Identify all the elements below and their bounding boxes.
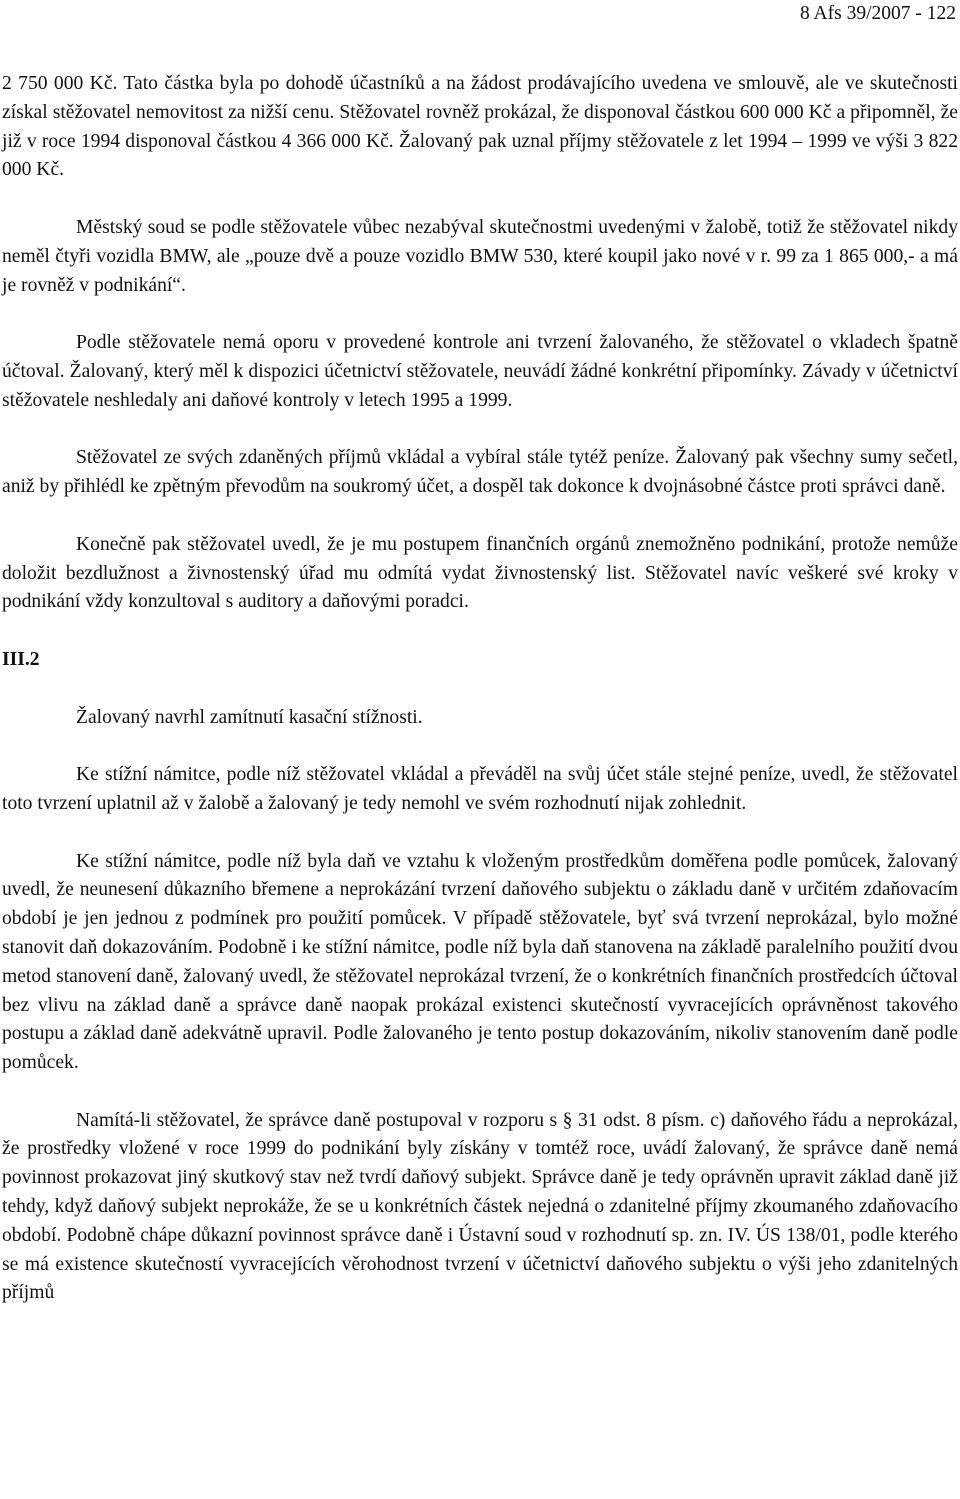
paragraph-burden-of-proof: Namítá-li stěžovatel, že správce daně postupoval v rozporu s § 31 odst. 8 písm. c) daňového řádu a neprokázal, že prostředky vložené v roce 1999 do podnikání byly získány v tomtéž roce, uvádí žalovaný, že správce daně nemá povinnost prokazovat jiný skutkový stav než tvrdí daňový subjekt. Správce daně je tedy oprávněn upravit základ daně již tehdy, když daňový subjekt neprokáže, že se u konkrétních částek nejedná o zdanitelné příjmy zkoumaného zdaňovacího období. Podobně chápe důkazní povinnost správce daně i Ústavní soud v rozhodnutí sp. zn. IV. ÚS 138/01, podle kterého se má existence skutečností vyvracejících věrohodnost tvrzení v účetnictví daňového subjektu o výši jeho zdanitelných příjmů — [2, 1109, 958, 1304]
document-body — [2, 70, 958, 1308]
case-reference: 8 Afs 39/2007 - 122 — [800, 3, 956, 24]
paragraph-accounting: Podle stěžovatele nemá oporu v provedené kontrole ani tvrzení žalovaného, že stěžovatel o vkladech špatně účtoval. Žalovaný, který měl k dispozici účetnictví stěžovatele, neuvádí žádné konkrétní připomínky. Závady v účetnictví stěžovatele neshledaly ani daňové kontroly v letech 1995 a 1999. — [2, 332, 958, 411]
paragraph-objection-aids: Ke stížní námitce, podle níž byla daň ve vztahu k vloženým prostředkům doměřena podle pomůcek, žalovaný uvedl, že neunesení důkazního břemene a neprokázání tvrzení daňového subjektu o základu daně v určitém zdaňovacím období je jen jednou z podmínek pro použití pomůcek. V případě stěžovatele, byť svá tvrzení neprokázal, bylo možné stanovit daň dokazováním. Podobně i ke stížní námitce, podle níž byla daň stanovena na základě paralelního použití dvou metod stanovení daně, žalovaný uvedl, že stěžovatel neprokázal tvrzení, že o konkrétních finančních prostředcích účtoval bez vlivu na základ daně a správce daně naopak prokázal existenci skutečností vyvracejících oprávněnost takového postupu a základ daně adekvátně upravil. Podle žalovaného je tento postup dokazováním, nikoliv stanovením daně podle pomůcek. — [2, 850, 958, 1074]
paragraph-taxed-income: Stěžovatel ze svých zdaněných příjmů vkládal a vybíral stále tytéž peníze. Žalovaný pak všechny sumy sečetl, aniž by přihlédl ke zpětným převodům na soukromý účet, a dospěl tak dokonce k dvojnásobné částce proti správci daně. — [2, 447, 958, 498]
paragraph-business: Konečně pak stěžovatel uvedl, že je mu postupem finančních orgánů znemožněno podnikání, protože nemůže doložit bezdlužnost a živnostenský úřad mu odmítá vydat živnostenský list. Stěžovatel navíc veškeré své kroky v podnikání vždy konzultoval s auditory a daňovými poradci. — [2, 533, 958, 613]
section-heading: III.2 — [2, 648, 40, 670]
paragraph-objection-money: Ke stížní námitce, podle níž stěžovatel vkládal a převáděl na svůj účet stále stejné peníze, uvedl, že stěžovatel toto tvrzení uplatnil až v žalobě a žalovaný je tedy nemohl ve svém rozhodnutí nijak zohlednit. — [2, 764, 958, 814]
paragraph-proposal: Žalovaný navrhl zamítnutí kasační stížnosti. — [76, 706, 423, 728]
paragraph-continuation: 2 750 000 Kč. Tato částka byla po dohodě účastníků a na žádost prodávajícího uvedena ve smlouvě, ale ve skutečnosti získal stěžovatel nemovitost za nižší cenu. Stěžovatel rovněž prokázal, že disponoval částkou 600 000 Kč a připomněl, že již v roce 1994 disponoval částkou 4 366 000 Kč. Žalovaný pak uznal příjmy stěžovatele z let 1994 – 1999 ve výši 3 822 000 Kč. — [2, 73, 958, 181]
paragraph-city-court: Městský soud se podle stěžovatele vůbec nezabýval skutečnostmi uvedenými v žalobě, totiž že stěžovatel nikdy neměl čtyři vozidla BMW, ale „pouze dvě a pouze vozidlo BMW 530, které koupil jako nové v r. 99 za 1 865 000,- a má je rovněž v podnikání“. — [2, 216, 958, 296]
